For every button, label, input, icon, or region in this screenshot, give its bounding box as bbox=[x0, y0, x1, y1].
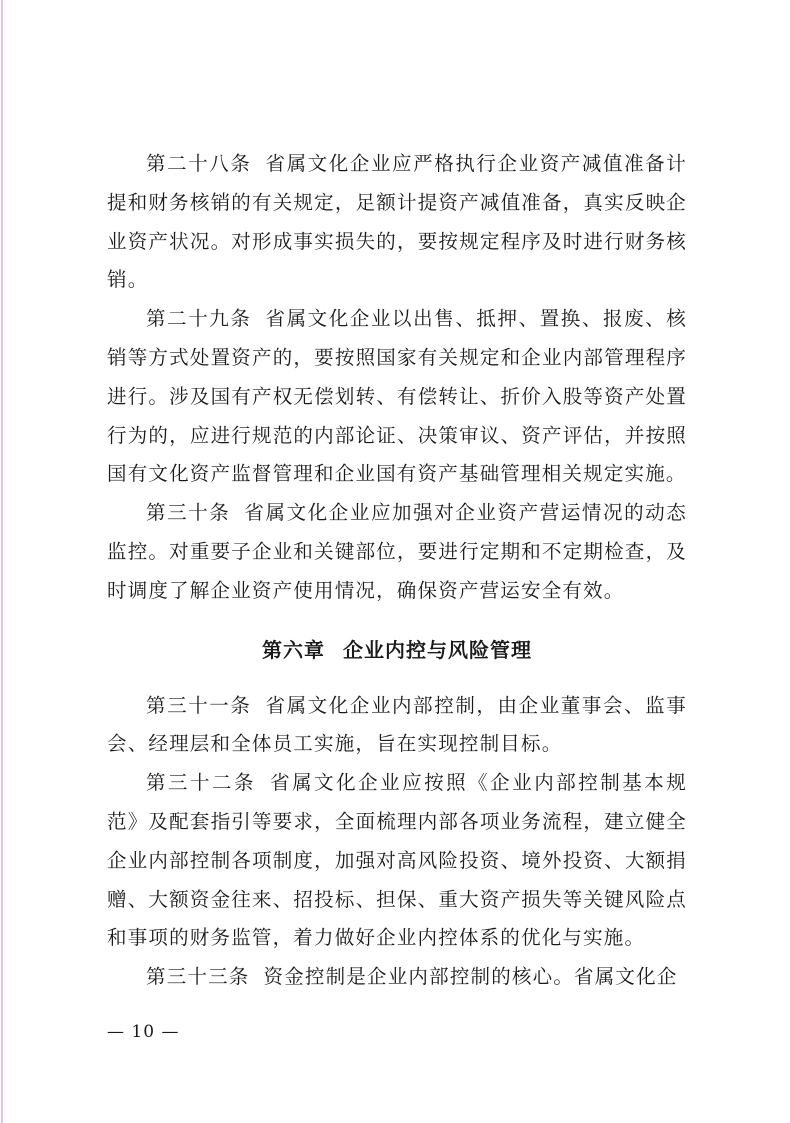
page-number: — 10 — bbox=[107, 1022, 180, 1042]
article-text: 省属文化企业内部控制，由企业董事会、监事会、经理层和全体员工实施，旨在实现控制目标。 bbox=[107, 693, 687, 756]
article-33 bbox=[107, 958, 687, 997]
article-label: 第三十条 bbox=[146, 501, 231, 525]
article-29 bbox=[107, 300, 687, 494]
article-label: 第二十九条 bbox=[146, 307, 252, 331]
article-28 bbox=[107, 145, 687, 300]
article-text: 省属文化企业以出售、抵押、置换、报废、核销等方式处置资产的，要按照国家有关规定和企业内部管理程序进行。涉及国有产权无偿划转、有偿转让、折价入股等资产处置行为的，应进行规范的内部论证、决策审议、资产评估，并按照国有文化资产监督管理和企业国有资产基础管理相关规定实施。 bbox=[107, 307, 687, 486]
document-body bbox=[107, 145, 687, 997]
chapter-heading bbox=[107, 631, 687, 669]
article-text: 省属文化企业应按照《企业内部控制基本规范》及配套指引等要求，全面梳理内部各项业务流程，建立健全企业内部控制各项制度，加强对高风险投资、境外投资、大额捐赠、大额资金往来、招投标、担保、重大资产损失等关键风险点和事项的财务监管，着力做好企业内控体系的优化与实施。 bbox=[107, 771, 687, 950]
article-label: 第二十八条 bbox=[146, 152, 252, 175]
article-label: 第三十二条 bbox=[146, 771, 257, 795]
article-text: 省属文化企业应严格执行企业资产减值准备计提和财务核销的有关规定，足额计提资产减值准备，真实反映企业资产状况。对形成事实损失的，要按规定程序及时进行财务核销。 bbox=[107, 152, 687, 292]
article-text: 省属文化企业应加强对企业资产营运情况的动态监控。对重要子企业和关键部位，要进行定期和不定期检查，及时调度了解企业资产使用情况，确保资产营运安全有效。 bbox=[107, 501, 687, 602]
article-32 bbox=[107, 764, 687, 958]
article-label: 第三十三条 bbox=[146, 965, 250, 989]
chapter-number: 第六章 bbox=[262, 637, 325, 662]
chapter-title: 企业内控与风险管理 bbox=[343, 637, 532, 662]
article-30 bbox=[107, 494, 687, 610]
article-label: 第三十一条 bbox=[146, 693, 252, 717]
article-31 bbox=[107, 687, 687, 765]
article-text: 资金控制是企业内部控制的核心。省属文化企 bbox=[263, 965, 678, 989]
page-edge-line bbox=[1, 0, 3, 1123]
